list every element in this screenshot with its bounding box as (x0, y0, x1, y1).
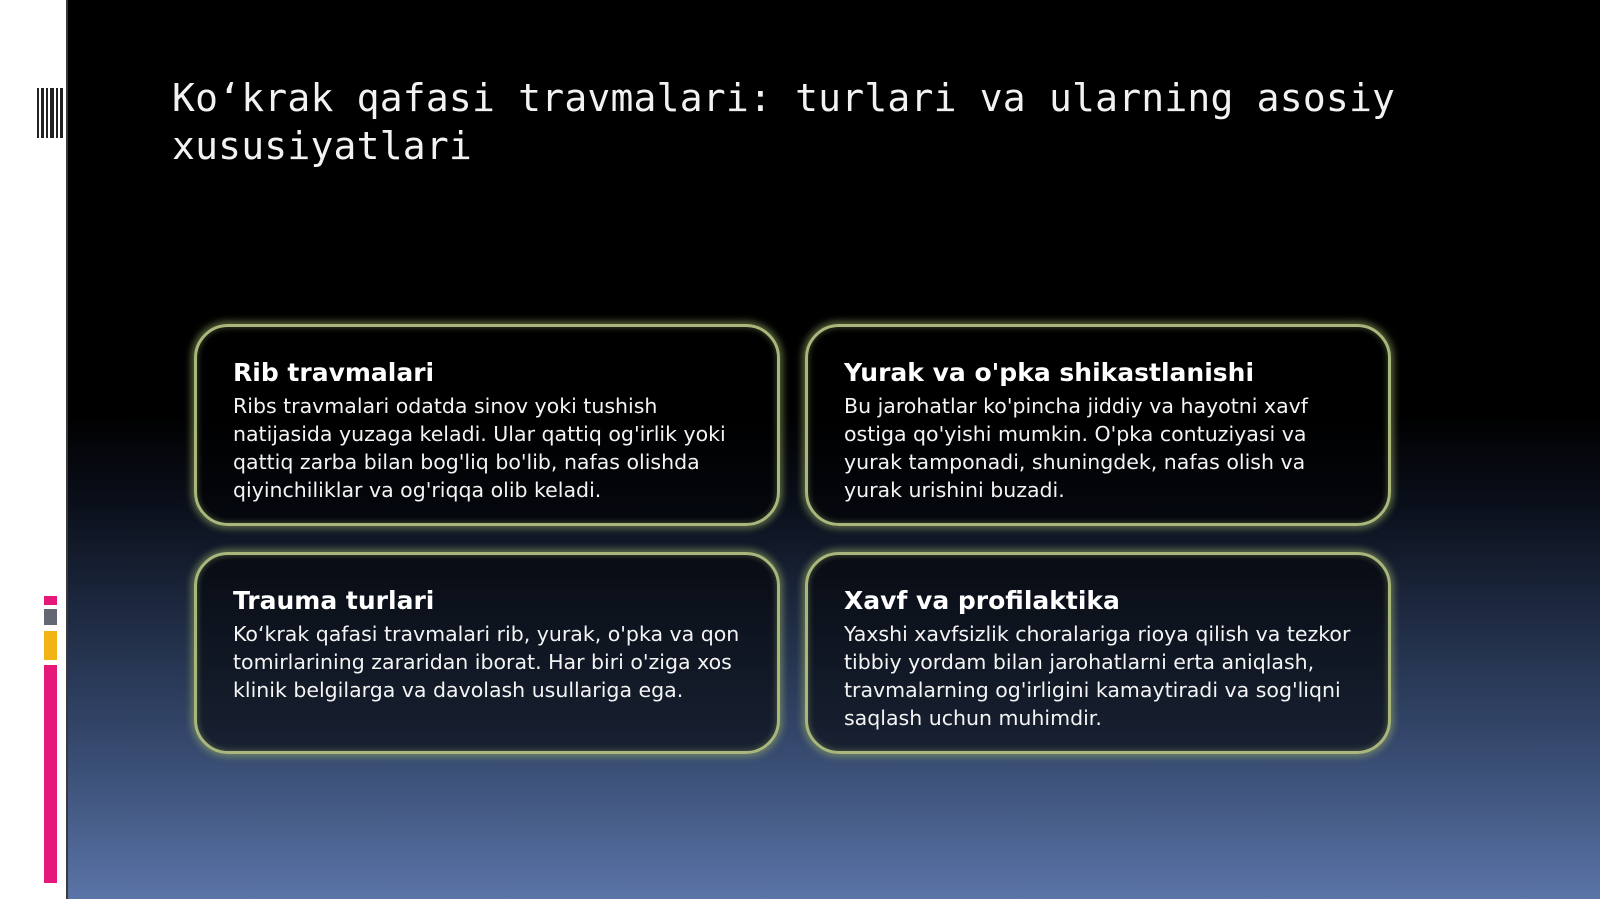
slide-title: Ko‘krak qafasi travmalari: turlari va ularning asosiy xususiyatlari (172, 76, 1396, 168)
card-xavf-profilaktika (805, 552, 1391, 754)
left-decor-strip (0, 0, 66, 899)
slide-canvas (66, 0, 1600, 899)
card-body: Yaxshi xavfsizlik choralariga rioya qilish va tezkor tibbiy yordam bilan jarohatlarni erta aniqlash, travmalarning og'irligini kamaytiradi va sog'liqni saqlash uchun muhimdir. (844, 622, 1351, 730)
accent-block-gold (44, 631, 57, 660)
card-yurak-opka (805, 324, 1391, 526)
card-trauma-turlari (194, 552, 780, 754)
card-body: Ko‘krak qafasi travmalari rib, yurak, o'pka va qon tomirlarining zararidan iborat. Har biri o'ziga xos klinik belgilarga va davolash usullariga ega. (233, 622, 740, 702)
barcode-decoration-icon (37, 88, 63, 138)
card-title: Yurak va o'pka shikastlanishi (844, 358, 1255, 387)
card-title: Xavf va profilaktika (844, 586, 1120, 615)
accent-block-pink-long (44, 665, 57, 883)
accent-block-gray (44, 609, 57, 625)
card-body: Bu jarohatlar ko'pincha jiddiy va hayotni xavf ostiga qo'yishi mumkin. O'pka contuziyasi va yurak tamponadi, shuningdek, nafas olish va yurak urishini buzadi. (844, 394, 1308, 502)
card-body: Ribs travmalari odatda sinov yoki tushish natijasida yuzaga keladi. Ular qattiq og'irlik yoki qattiq zarba bilan bog'liq bo'lib, nafas olishda qiyinchiliklar va og'riqqa olib keladi. (233, 394, 726, 502)
card-title: Trauma turlari (233, 586, 435, 615)
card-rib-travmalari (194, 324, 780, 526)
card-title: Rib travmalari (233, 358, 435, 387)
accent-block-pink-top (44, 596, 57, 605)
